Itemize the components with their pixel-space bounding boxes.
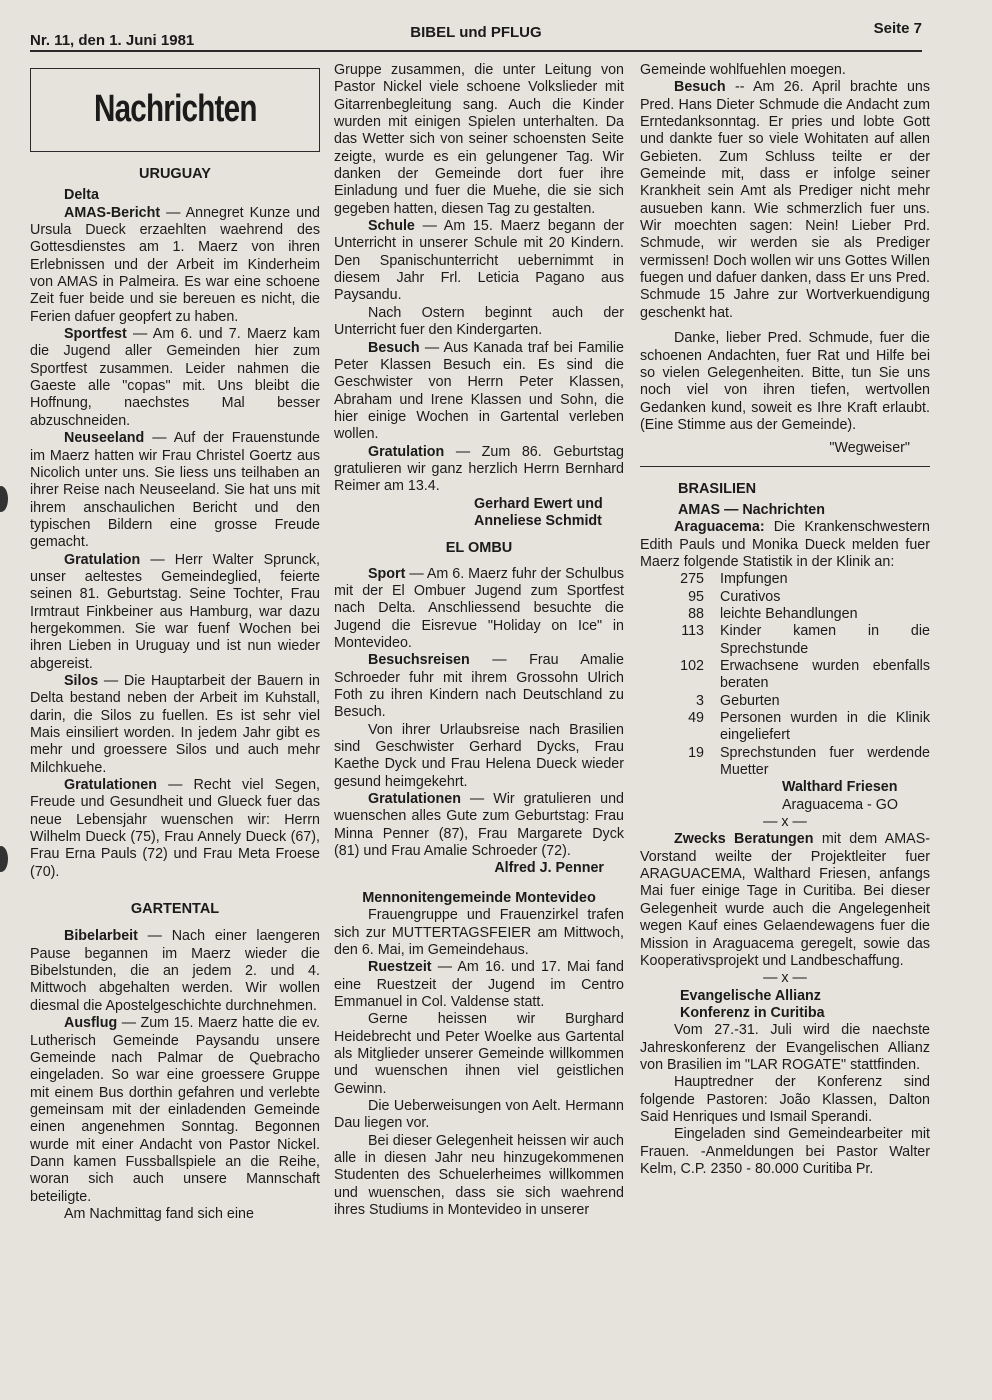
- section-heading: Mennonitengemeinde Montevideo: [362, 889, 596, 906]
- subsection-heading: AMAS — Nachrichten: [678, 501, 825, 518]
- article-paragraph: Sportfest — Am 6. und 7. Maerz kam die Jugend aller Gemeinden hier zum Sportfest zusammen. Leider nahmen die Gaeste alle "copas" mit. Uns bleibt die Hoffnung, naechstes Mal besser abzuschneiden.: [30, 326, 320, 429]
- statistic-row: [640, 658, 930, 693]
- article-paragraph: Bei dieser Gelegenheit heissen wir auch alle in diesen Jahr neu hinzugekommenen Studenten des Schuelerheimes willkommen und wuenschen, dass sie sich waehrend ihres Studiums in Montevideo in unserer: [334, 1132, 624, 1218]
- punch-hole: [0, 846, 8, 872]
- statistic-count: 95: [688, 588, 704, 605]
- article-paragraph: Ruestzeit — Am 16. und 17. Mai fand eine Ruestzeit der Jugend im Centro Emmanuel in Col. Valdense statt.: [334, 959, 624, 1010]
- signature: Anneliese Schmidt: [474, 512, 602, 529]
- article-paragraph: Besuchsreisen — Frau Amalie Schroeder fuhr mit ihrem Grossohn Ulrich Foth zu ihren Kindern nach Deutschland zu Besuch.: [334, 652, 624, 721]
- signature: Alfred J. Penner: [494, 860, 604, 877]
- statistic-count: 275: [680, 571, 704, 588]
- article-paragraph: Schule — Am 15. Maerz begann der Unterricht in unserer Schule mit 20 Kindern. Den Spanischunterricht uebernimmt in diesem Jahr Frl. Leticia Pagano aus Paysandu.: [334, 218, 624, 304]
- statistic-label: Impfungen: [720, 571, 788, 588]
- statistic-label: Personen wurden in die Klinik eingeliefert: [720, 710, 930, 744]
- statistic-count: 19: [688, 744, 704, 761]
- article-paragraph: Eingeladen sind Gemeindearbeiter mit Frauen. -Anmeldungen bei Pastor Walter Kelm, C.P. 2350 - 80.000 Curitiba Pr.: [640, 1126, 930, 1177]
- statistic-row: [640, 710, 930, 745]
- statistic-row: [640, 745, 930, 780]
- signature: Walthard Friesen: [782, 779, 898, 796]
- section-heading: URUGUAY: [139, 166, 211, 182]
- statistic-row: [640, 589, 930, 606]
- article-paragraph: Danke, lieber Pred. Schmude, fuer die schoenen Andachten, fuer Rat und Hilfe bei so vielen Gelegenheiten. Bitte, tun Sie uns noch viel von ihren tiefen, wertvollen Gedanken kund, soweit es Ihre Kraft erlaubt. (Eine Stimme aus der Gemeinde).: [640, 330, 930, 433]
- separator: — x —: [763, 970, 807, 987]
- article-paragraph: Am Nachmittag fand sich eine: [64, 1205, 254, 1222]
- article-paragraph: Gratulation — Zum 86. Geburtstag gratulieren wir ganz herzlich Herrn Bernhard Reimer am 13.4.: [334, 443, 624, 495]
- statistic-row: [640, 623, 930, 658]
- column-3: [640, 62, 930, 1178]
- statistic-label: Sprechstunden fuer werdende Muetter: [720, 744, 930, 779]
- statistic-row: [640, 693, 930, 710]
- article-paragraph: Zwecks Beratungen mit dem AMAS-Vorstand weilte der Projektleiter fuer ARAGUACEMA, Walthard Friesen, anfangs Mai fuer einige Tage in Curitiba. Bei dieser Gelegenheit wurde auch die Angelegenheit wegen Kauf eines Gelaendewagens fuer die Mission in Araguacema geregelt, sowie das Kooperativsprojekt und Landbeschaffung.: [640, 831, 930, 969]
- signature: "Wegweiser": [829, 440, 910, 457]
- page-title: Nachrichten: [93, 88, 257, 131]
- section-heading: EL OMBU: [445, 540, 513, 557]
- article-paragraph: Die Ueberweisungen von Aelt. Hermann Dau liegen vor.: [334, 1097, 624, 1132]
- separator: — x —: [763, 814, 807, 831]
- article-paragraph: AMAS-Bericht — Annegret Kunze und Ursula Dueck erzaehlten waehrend des Gottesdienstes am 1. Maerz von ihren Erlebnissen und der Arbeit im Kinderheim von AMAS in Palmeira. Es war eine schoene Zeit fuer beide und sie bereuen es nicht, die Ferien dafuer geopfert zu haben.: [30, 204, 320, 325]
- statistic-label: leichte Behandlungen: [720, 605, 858, 622]
- column-1: [30, 62, 320, 1223]
- article-paragraph: Gratulationen — Recht viel Segen, Freude und Gesundheit und Glueck fuer das neue Lebensjahr wuenschen wir: Herrn Wilhelm Dueck (75), Frau Annely Dueck (67), Frau Erna Pauls (72) und Frau Meta Froese (70).: [30, 777, 320, 880]
- signature-location: Araguacema - GO: [782, 796, 899, 813]
- statistic-row: [640, 571, 930, 588]
- statistic-count: 88: [688, 605, 704, 622]
- title-box: [30, 68, 320, 152]
- article-paragraph: Vom 27.-31. Juli wird die naechste Jahreskonferenz der Evangelischen Allianz von Brasilien im "LAR ROGATE" stattfinden.: [640, 1022, 930, 1073]
- statistic-count: 49: [688, 710, 704, 727]
- page-number: Seite 7: [873, 20, 922, 37]
- article-paragraph: Gratulationen — Wir gratulieren und wuenschen alles Gute zum Geburtstag: Frau Minna Penner (87), Frau Margarete Dyck (81) und Frau Amalie Schroeder (72).: [334, 791, 624, 860]
- statistic-label: Erwachsene wurden ebenfalls beraten: [720, 658, 930, 692]
- article-paragraph: Bibelarbeit — Nach einer laengeren Pause begannen im Maerz wieder die Bibelstunden, die an jedem 2. und 4. Mittwoch abgehalten werden. Wir wollen diesmal die Apostelgeschichte durchnehmen.: [30, 928, 320, 1014]
- divider: [640, 466, 930, 467]
- article-paragraph: Silos — Die Hauptarbeit der Bauern in Delta bestand neben der Arbeit im Kuhstall, darin, die Silos zu fuellen. Es ist sehr viel Mais einsiliert worden. In jedem Jahr gibt es mehr und groessere Silos und auch mehr Milchkuehe.: [30, 672, 320, 776]
- statistic-label: Geburten: [720, 692, 780, 709]
- article-paragraph: Gruppe zusammen, die unter Leitung von Pastor Nickel viele schoene Volkslieder mit Gitarrenbegleitung sang. Auch die Kinder wurden mit einigen Spielen unterhalten. Da das Wetter sich von seiner schoensten Seite zeigte, wurde es ein gelungener Tag. Wir danken der Gemeinde dort fuer ihre Einladung und fuer die Muehe, die sie sich gegeben hatten, diesen Tag zu gestalten.: [334, 62, 624, 217]
- article-paragraph: Nach Ostern beginnt auch der Unterricht fuer den Kindergarten.: [334, 304, 624, 339]
- statistic-label: Curativos: [720, 588, 781, 605]
- publication-name: BIBEL und PFLUG: [410, 24, 542, 41]
- punch-hole: [0, 486, 8, 512]
- section-heading: BRASILIEN: [678, 480, 757, 497]
- article-paragraph: Frauengruppe und Frauenzirkel trafen sich zur MUTTERTAGSFEIER am Mittwoch, den 6. Mai, im Gemeindehaus.: [334, 907, 624, 958]
- article-paragraph: Sport — Am 6. Maerz fuhr der Schulbus mit der El Ombuer Jugend zum Sportfest nach Delta. Anschliessend besuchte die Jugend die Eisrevue "Holiday on Ice" in Montevideo.: [334, 565, 624, 651]
- statistic-label: Kinder kamen in die Sprechstunde: [720, 623, 930, 657]
- statistic-count: 102: [680, 658, 704, 674]
- section-heading: GARTENTAL: [130, 901, 220, 918]
- issue-date: Nr. 11, den 1. Juni 1981: [30, 32, 195, 49]
- article-paragraph: Ausflug — Zum 15. Maerz hatte die ev. Lutherisch Gemeinde Paysandu unsere Gemeinde nach Palmar de Quebracho eingeladen. So war eine groessere Gruppe mit einem Bus dorthin gefahren und verlebte gemeinsam mit der einladenden Gemeinde einen angenehmen Sonntag. Begonnen wurde mit einer Andacht von Pastor Nickel. Dann kamen Fussballspiele an die Reihe, woran sich auch unsere Mannschaft beteiligte.: [30, 1015, 320, 1205]
- article-paragraph: Besuch — Aus Kanada traf bei Familie Peter Klassen Besuch ein. Es sind die Geschwister von Herrn Peter Klassen, Abraham und Irene Klassen und Sohn, die hier einige Wochen in Gartental verleben wollen.: [334, 339, 624, 443]
- article-paragraph: Von ihrer Urlaubsreise nach Brasilien sind Geschwister Gerhard Dycks, Frau Kaethe Dyck und Frau Helena Dueck wieder gesund heimgekehrt.: [334, 721, 624, 790]
- article-paragraph: Gerne heissen wir Burghard Heidebrecht und Peter Woelke aus Gartental als Mitglieder unserer Gemeinde willkommen und wuenschen ihnen viel geistlichen Gewinn.: [334, 1011, 624, 1097]
- signature: Gerhard Ewert und: [474, 495, 603, 512]
- column-2: [334, 62, 624, 1219]
- subsection-heading: Evangelische Allianz: [680, 987, 821, 1004]
- article-paragraph: Araguacema: Die Krankenschwestern Edith Pauls und Monika Dueck melden fuer Maerz folgende Statistik in der Klinik an:: [640, 519, 930, 570]
- article-paragraph: Hauptredner der Konferenz sind folgende Pastoren: João Klassen, Dalton Said Henriques und Ismail Sperandi.: [640, 1074, 930, 1125]
- article-paragraph: Gemeinde wohlfuehlen moegen.: [640, 62, 846, 78]
- subsection-heading: Konferenz in Curitiba: [680, 1004, 825, 1021]
- article-paragraph: Neuseeland — Auf der Frauenstunde im Maerz hatten wir Frau Christel Goertz aus Nicolich unter uns. Sie liess uns teilhaben an ihrer Reise nach Neuseeland. Sie hat uns mit ihrem anschaulichen Bericht und den typischen Bildern eine grosse Freude gemacht.: [30, 430, 320, 551]
- statistic-row: [640, 606, 930, 623]
- page-header: [30, 20, 922, 52]
- subsection-heading: Delta: [64, 187, 99, 204]
- article-paragraph: Besuch -- Am 26. April brachte uns Pred. Hans Dieter Schmude die Andacht zum Erntedanksonntag. Er pries und lobte Gott und dankte fuer so viele Wohitaten auf allen Gebieten. Zum Schluss teilte er der Gemeinde mit, dass er infolge seiner Krankheit sein Amt als Prediger nicht mehr ausueben kann. Wie schmerzlich fuer uns. Wir moechten sagen: Nein! Lieber Prd. Schmude, wir werden sie als Prediger vermissen! Doch wollen wir uns Gottes Willen fuegen und dafuer danken, dass Er uns Pred. Schmude 15 Jahre zur Wortverkuendigung geschenkt hat.: [640, 79, 930, 321]
- statistic-count: 113: [681, 623, 704, 640]
- article-paragraph: Gratulation — Herr Walter Sprunck, unser aeltestes Gemeindeglied, feierte seinen 81. Geburtstag. Seine Tochter, Frau Irmtraut Finkbeiner aus Hamburg, war dazu hergekommen. Sie war fuenf Wochen bei ihren Lieben in Uruguay und ist nun wieder abgereist.: [30, 551, 320, 672]
- statistic-count: 3: [696, 692, 704, 709]
- statistics-list: [640, 571, 930, 779]
